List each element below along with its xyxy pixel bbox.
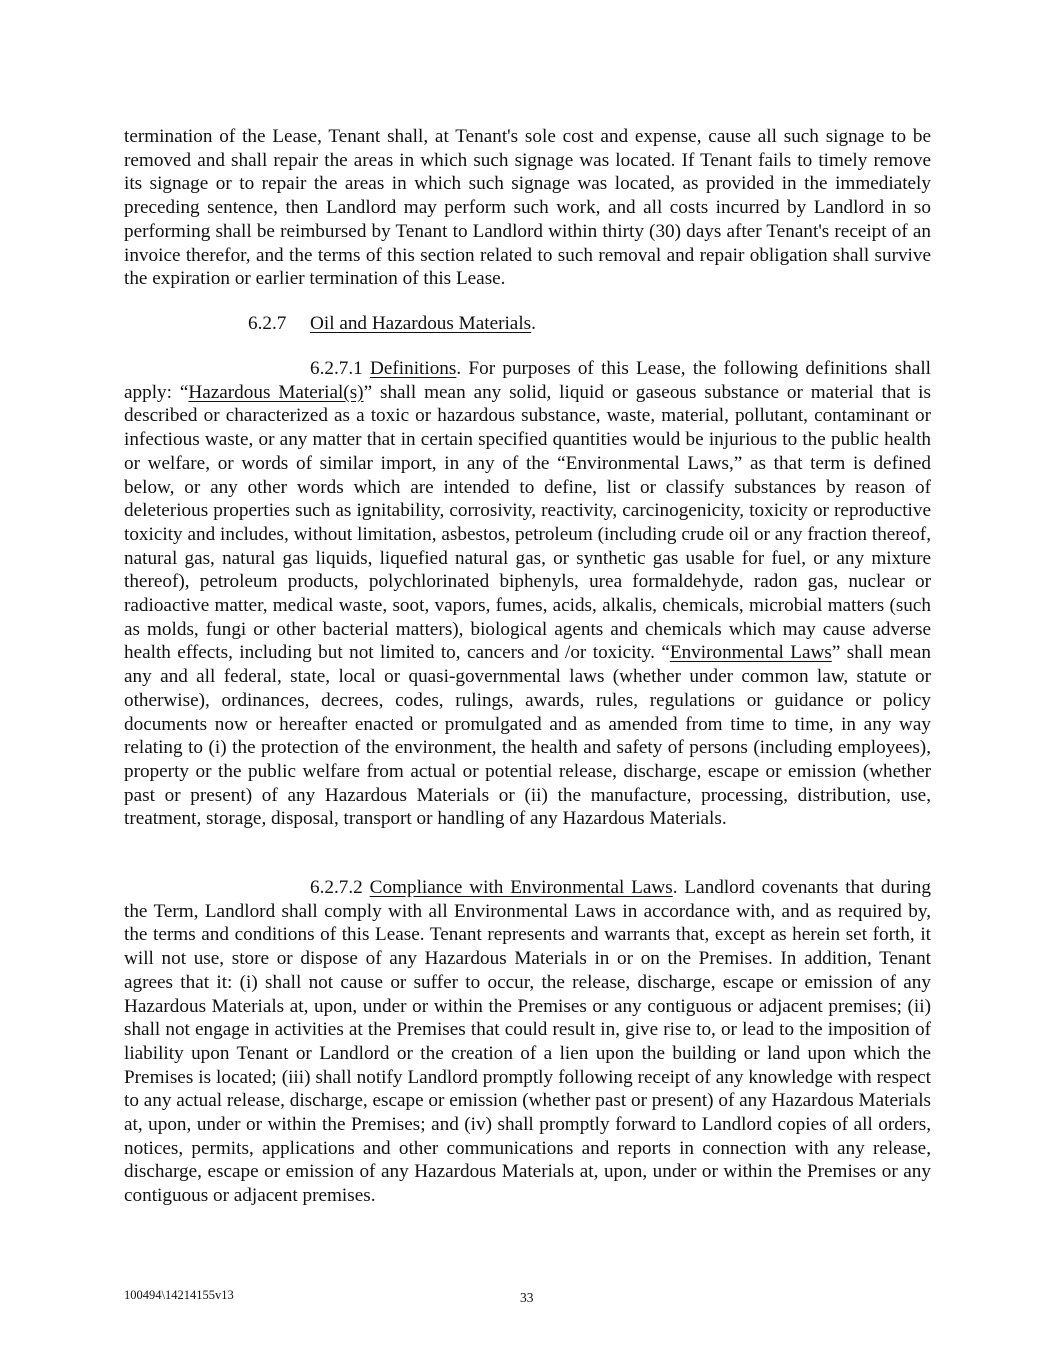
section-heading-6-2-7 xyxy=(248,312,848,336)
section-number: 6.2.7 xyxy=(248,313,287,334)
subsection-title: Compliance with Environmental Laws xyxy=(369,877,673,898)
footer-page-number: 33 xyxy=(520,1290,534,1305)
subsection-number: 6.2.7.2 xyxy=(310,877,363,898)
subsection-title: Definitions xyxy=(370,358,457,379)
subsection-number: 6.2.7.1 xyxy=(310,358,363,379)
paragraph-compliance xyxy=(124,876,931,1208)
definitions-text-b: ” shall mean any solid, liquid or gaseous substance or material that is described or characterized as a toxic or hazardous substance, waste, material, pollutant, contaminant or infectious waste, or any matter that in certain specified quantities would be injurious to the public health or welfare, or words of similar import, in any of the “Environmental Laws,” as that term is defined below, or any other words which are intended to define, list or classify substances by reason of deleterious properties such as ignitability, corrosivity, reactivity, carcinogenicity, toxicity or reproductive toxicity and includes, without limitation, asbestos, petroleum (including crude oil or any fraction thereof, natural gas, natural gas liquids, liquefied natural gas, or synthetic gas usable for fuel, or any mixture thereof), petroleum products, polychlorinated biphenyls, urea formaldehyde, radon gas, nuclear or radioactive matter, medical waste, soot, vapors, fumes, acids, alkalis, chemicals, microbial matters (such as molds, fungi or other bacterial matters), biological agents and chemicals which may cause adverse health effects, including but not limited to, cancers and /or toxicity. “ xyxy=(124,381,931,664)
defined-term-hazardous-materials: Hazardous Material(s) xyxy=(188,381,364,403)
definitions-text-a: . For purposes of this Lease, the following definitions shall apply: “ xyxy=(124,358,931,403)
defined-term-environmental-laws: Environmental Laws xyxy=(669,642,832,664)
section-title-punct: . xyxy=(531,313,536,334)
paragraph-signage-removal: termination of the Lease, Tenant shall, at Tenant's sole cost and expense, cause all such signage to be removed and shall repair the areas in which such signage was located. If Tenant fails to timely remove its signage or to repair the areas in which such signage was located, as provided in the immediately preceding sentence, then Landlord may perform such work, and all costs incurred by Landlord in so performing shall be reimbursed by Tenant to Landlord within thirty (30) days after Tenant's receipt of an invoice therefor, and the terms of this section related to such removal and repair obligation shall survive the expiration or earlier termination of this Lease. xyxy=(124,126,931,290)
paragraph-definitions xyxy=(124,357,931,831)
compliance-text: . Landlord covenants that during the Term, Landlord shall comply with all Environmental Laws in accordance with, and as required by, the terms and conditions of this Lease. Tenant represents and warrants that, except as herein set forth, it will not use, store or dispose of any Hazardous Materials in or on the Premises. In addition, Tenant agrees that it: (i) shall not cause or suffer to occur, the release, discharge, escape or emission of any Hazardous Materials at, upon, under or within the Premises or any contiguous or adjacent premises; (ii) shall not engage in activities at the Premises that could result in, give rise to, or lead to the imposition of liability upon Tenant or Landlord or the creation of a lien upon the building or land upon which the Premises is located; (iii) shall notify Landlord promptly following receipt of any knowledge with respect to any actual release, discharge, escape or emission (whether past or present) of any Hazardous Materials at, upon, under or within the Premises; and (iv) shall promptly forward to Landlord copies of all orders, notices, permits, applications and other communications and reports in connection with any release, discharge, escape or emission of any Hazardous Materials at, upon, under or within the Premises or any contiguous or adjacent premises. xyxy=(124,877,931,1207)
footer-doc-id: 100494\14214155v13 xyxy=(124,1288,234,1302)
section-title: Oil and Hazardous Materials xyxy=(310,313,532,334)
definitions-text-c: ” shall mean any and all federal, state, local or quasi-governmental laws (whether under common law, statute or otherwise), ordinances, decrees, codes, rulings, awards, rules, regulations or guidance or policy documents now or hereafter enacted or promulgated and as amended from time to time, in any way relating to (i) the protection of the environment, the health and safety of persons (including employees), property or the public welfare from actual or potential release, discharge, escape or emission (whether past or present) of any Hazardous Materials or (ii) the manufacture, processing, distribution, use, treatment, storage, disposal, transport or handling of any Hazardous Materials. xyxy=(124,642,931,830)
